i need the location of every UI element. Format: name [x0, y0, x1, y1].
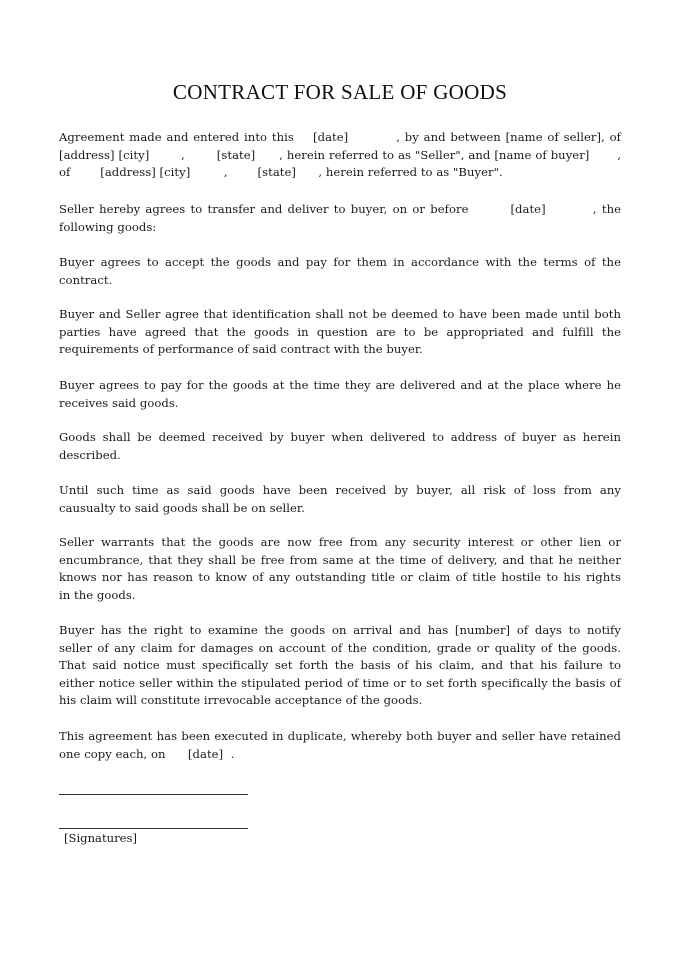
document-title: CONTRACT FOR SALE OF GOODS — [172, 80, 508, 104]
paragraph-line: causualty to said goods shall be on seller. — [59, 500, 305, 515]
contract-paragraph — [59, 306, 621, 359]
contract-paragraph — [59, 622, 621, 710]
paragraph-line: described. — [59, 447, 121, 462]
paragraph-line: Until such time as said goods have been received by buyer, all risk of loss from any — [59, 483, 621, 497]
contract-paragraph — [59, 377, 621, 412]
contract-paragraph — [59, 728, 621, 763]
paragraph-line: Seller warrants that the goods are now free from any security interest or other lien or — [59, 535, 621, 549]
paragraph-line: requirements of performance of said contract with the buyer. — [59, 342, 423, 357]
paragraph-line: Buyer has the right to examine the goods on arrival and has [number] of days to notify — [59, 623, 621, 637]
paragraph-line: Buyer agrees to accept the goods and pay for them in accordance with the terms of the — [59, 255, 621, 269]
contract-paragraph — [59, 254, 621, 289]
paragraph-line: Buyer and Seller agree that identification shall not be deemed to have been made until both — [59, 307, 621, 321]
contract-paragraph — [59, 429, 621, 464]
contract-paragraph — [59, 534, 621, 604]
signatures-label: [Signatures] — [64, 831, 137, 845]
paragraph-line: seller of any claim for damages on account of the condition, grade or quality of the goods. — [59, 640, 621, 655]
paragraph-line: one copy each, on [date] . — [59, 746, 235, 761]
paragraph-line: following goods: — [59, 219, 157, 234]
paragraph-line: That said notice must specifically set forth the basis of his claim, and that his failure to — [59, 658, 621, 673]
signature-line-1 — [59, 794, 248, 795]
paragraph-line: of [address] [city] , [state] , herein referred to as "Buyer". — [59, 165, 503, 180]
paragraph-line: in the goods. — [59, 587, 136, 602]
contract-paragraph — [59, 129, 621, 182]
paragraph-line: Agreement made and entered into this [date] , by and between [name of seller], of — [59, 130, 621, 144]
paragraph-line: contract. — [59, 272, 113, 287]
paragraph-line: encumbrance, that they shall be free from same at the time of delivery, and that he neither — [59, 552, 621, 567]
paragraph-line: receives said goods. — [59, 395, 179, 410]
paragraph-line: This agreement has been executed in duplicate, whereby both buyer and seller have retained — [59, 729, 621, 743]
paragraph-line: parties have agreed that the goods in question are to be appropriated and fulfill the — [59, 324, 621, 339]
contract-paragraph — [59, 482, 621, 517]
paragraph-line: Seller hereby agrees to transfer and deliver to buyer, on or before [date] , the — [59, 202, 621, 216]
contract-paragraph — [59, 201, 621, 236]
paragraph-line: his claim will constitute irrevocable acceptance of the goods. — [59, 693, 423, 708]
paragraph-line: Buyer agrees to pay for the goods at the time they are delivered and at the place where he — [59, 378, 621, 392]
paragraph-line: Goods shall be deemed received by buyer when delivered to address of buyer as herein — [59, 430, 621, 444]
paragraph-line: either notice seller within the stipulated period of time or to set forth specifically the basis of — [59, 675, 621, 690]
paragraph-line: [address] [city] , [state] , herein referred to as "Seller", and [name of buyer] , — [59, 147, 621, 162]
signature-line-2 — [59, 828, 248, 829]
paragraph-line: knows nor has reason to know of any outstanding title or claim of title hostile to his rights — [59, 570, 621, 585]
